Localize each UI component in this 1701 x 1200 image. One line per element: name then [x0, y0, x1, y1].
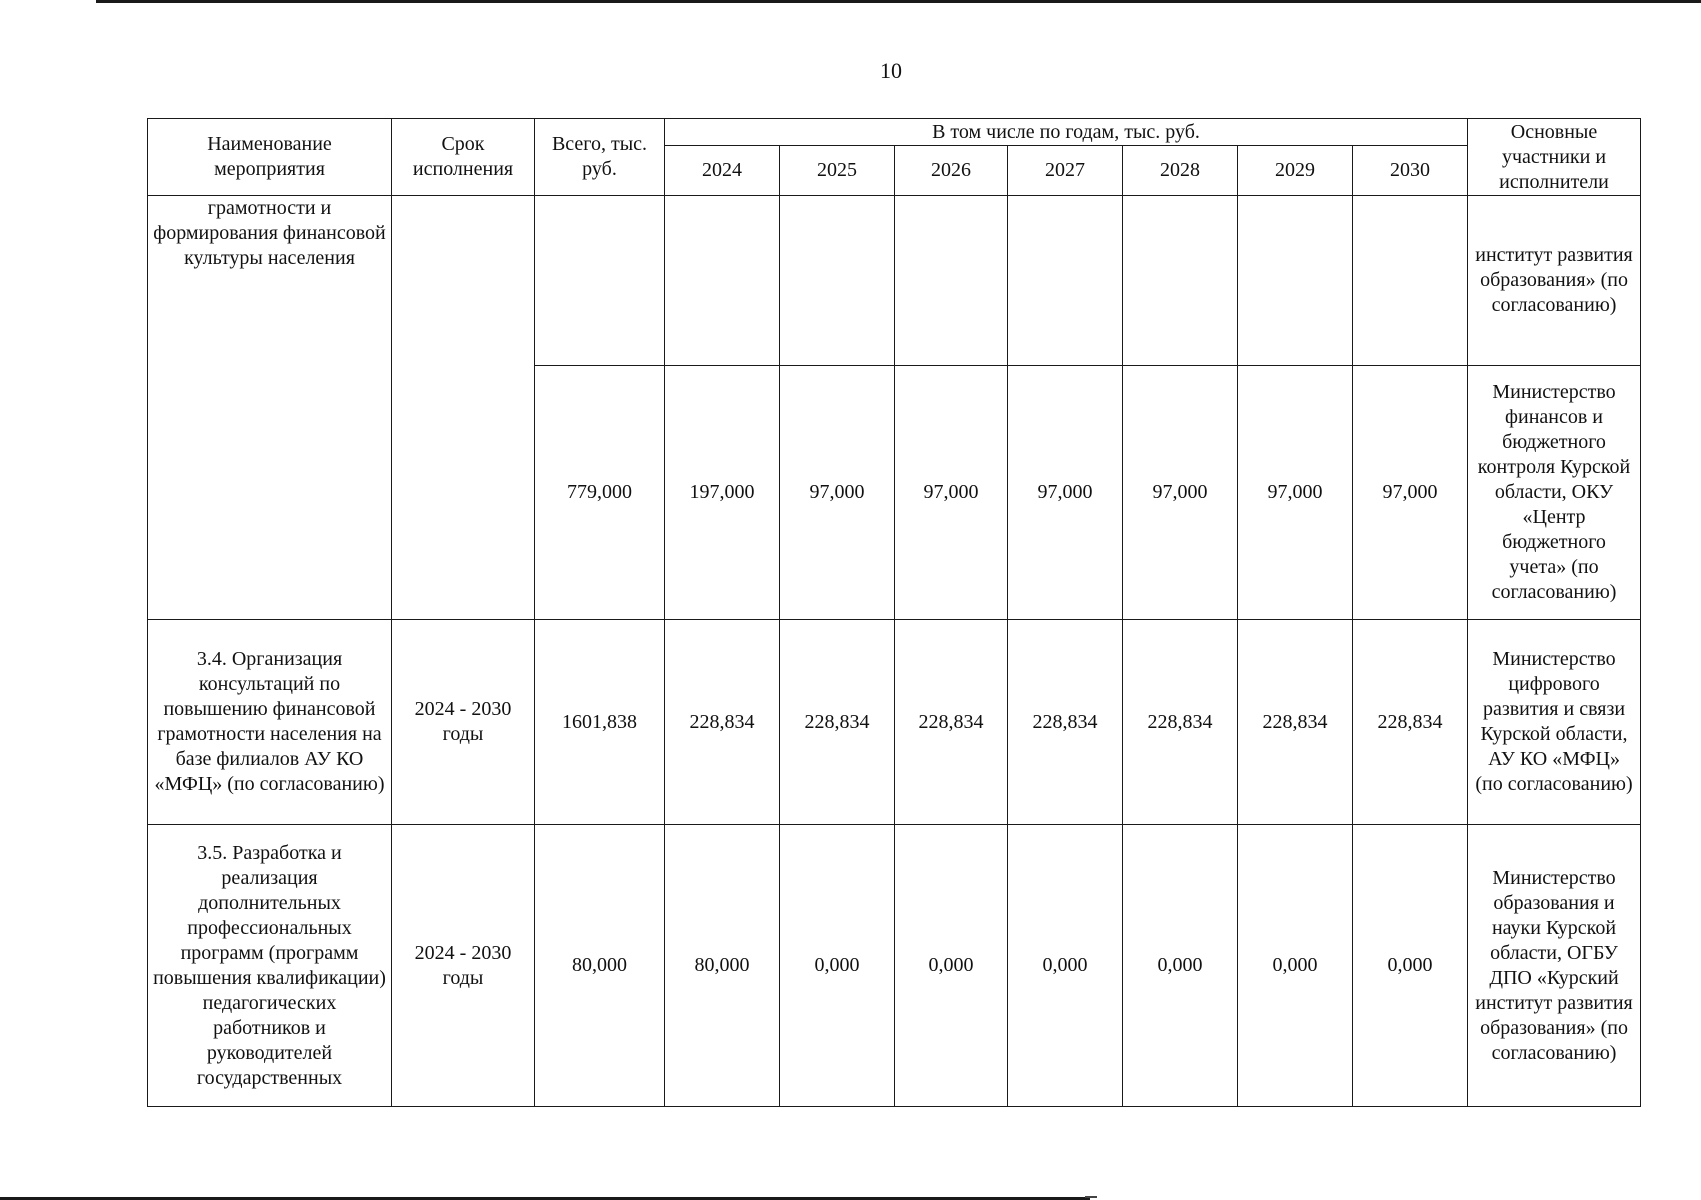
year-value: 0,000 — [1123, 825, 1238, 1107]
year-value: 97,000 — [895, 366, 1008, 620]
total-cell — [535, 196, 665, 366]
year-value: 0,000 — [895, 825, 1008, 1107]
participants-cell: институт развития образования» (по согласованию) — [1468, 196, 1641, 366]
activity-term: 2024 - 2030 годы — [392, 825, 535, 1107]
participants-cell: Министерство финансов и бюджетного контроля Курской области, ОКУ «Центр бюджетного учета» (по согласованию) — [1468, 366, 1641, 620]
header-year: 2025 — [780, 146, 895, 196]
year-value — [780, 196, 895, 366]
year-value: 80,000 — [665, 825, 780, 1107]
year-value: 228,834 — [1353, 620, 1468, 825]
year-value — [1238, 196, 1353, 366]
header-name: Наименование мероприятия — [148, 119, 392, 196]
table-row — [148, 196, 1641, 366]
activity-term: 2024 - 2030 годы — [392, 620, 535, 825]
year-value: 0,000 — [780, 825, 895, 1107]
year-value — [1123, 196, 1238, 366]
activity-name: 3.4. Организация консультаций по повышению финансовой грамотности населения на базе филиалов АУ КО «МФЦ» (по согласованию) — [148, 620, 392, 825]
year-value — [895, 196, 1008, 366]
table-row — [148, 620, 1641, 825]
header-row-1 — [148, 119, 1641, 146]
year-value — [1008, 196, 1123, 366]
header-total: Всего, тыс. руб. — [535, 119, 665, 196]
header-participants: Основные участники и исполнители — [1468, 119, 1641, 196]
year-value: 228,834 — [665, 620, 780, 825]
total-cell: 1601,838 — [535, 620, 665, 825]
page-number: 10 — [880, 58, 902, 83]
header-year: 2030 — [1353, 146, 1468, 196]
activity-name: 3.5. Разработка и реализация дополнительных профессиональных программ (программ повышения квалификации) педагогических работников и руководителей государственных — [148, 825, 392, 1107]
year-value: 197,000 — [665, 366, 780, 620]
participants-cell: Министерство образования и науки Курской области, ОГБУ ДПО «Курский институт развития образования» (по согласованию) — [1468, 825, 1641, 1107]
year-value — [1353, 196, 1468, 366]
header-year: 2026 — [895, 146, 1008, 196]
total-cell: 80,000 — [535, 825, 665, 1107]
year-value: 0,000 — [1008, 825, 1123, 1107]
year-value: 228,834 — [780, 620, 895, 825]
year-value: 97,000 — [1008, 366, 1123, 620]
year-value: 228,834 — [895, 620, 1008, 825]
year-value: 228,834 — [1238, 620, 1353, 825]
year-value: 0,000 — [1353, 825, 1468, 1107]
header-year: 2024 — [665, 146, 780, 196]
year-value: 97,000 — [780, 366, 895, 620]
year-value: 97,000 — [1353, 366, 1468, 620]
header-year: 2027 — [1008, 146, 1123, 196]
activity-name: грамотности и формирования финансовой культуры населения — [148, 196, 392, 620]
year-value: 97,000 — [1238, 366, 1353, 620]
bottom-scan-mark — [1085, 1196, 1097, 1198]
header-year: 2029 — [1238, 146, 1353, 196]
header-term: Срок исполнения — [392, 119, 535, 196]
year-value — [665, 196, 780, 366]
participants-cell: Министерство цифрового развития и связи Курской области, АУ КО «МФЦ» (по согласованию) — [1468, 620, 1641, 825]
year-value: 0,000 — [1238, 825, 1353, 1107]
program-activities-table — [147, 118, 1641, 1107]
year-value: 228,834 — [1008, 620, 1123, 825]
header-year: 2028 — [1123, 146, 1238, 196]
year-value: 228,834 — [1123, 620, 1238, 825]
table-row — [148, 825, 1641, 1107]
year-value: 97,000 — [1123, 366, 1238, 620]
header-by-years: В том числе по годам, тыс. руб. — [665, 119, 1468, 146]
activity-term — [392, 196, 535, 620]
top-border-line — [96, 0, 1701, 3]
total-cell: 779,000 — [535, 366, 665, 620]
